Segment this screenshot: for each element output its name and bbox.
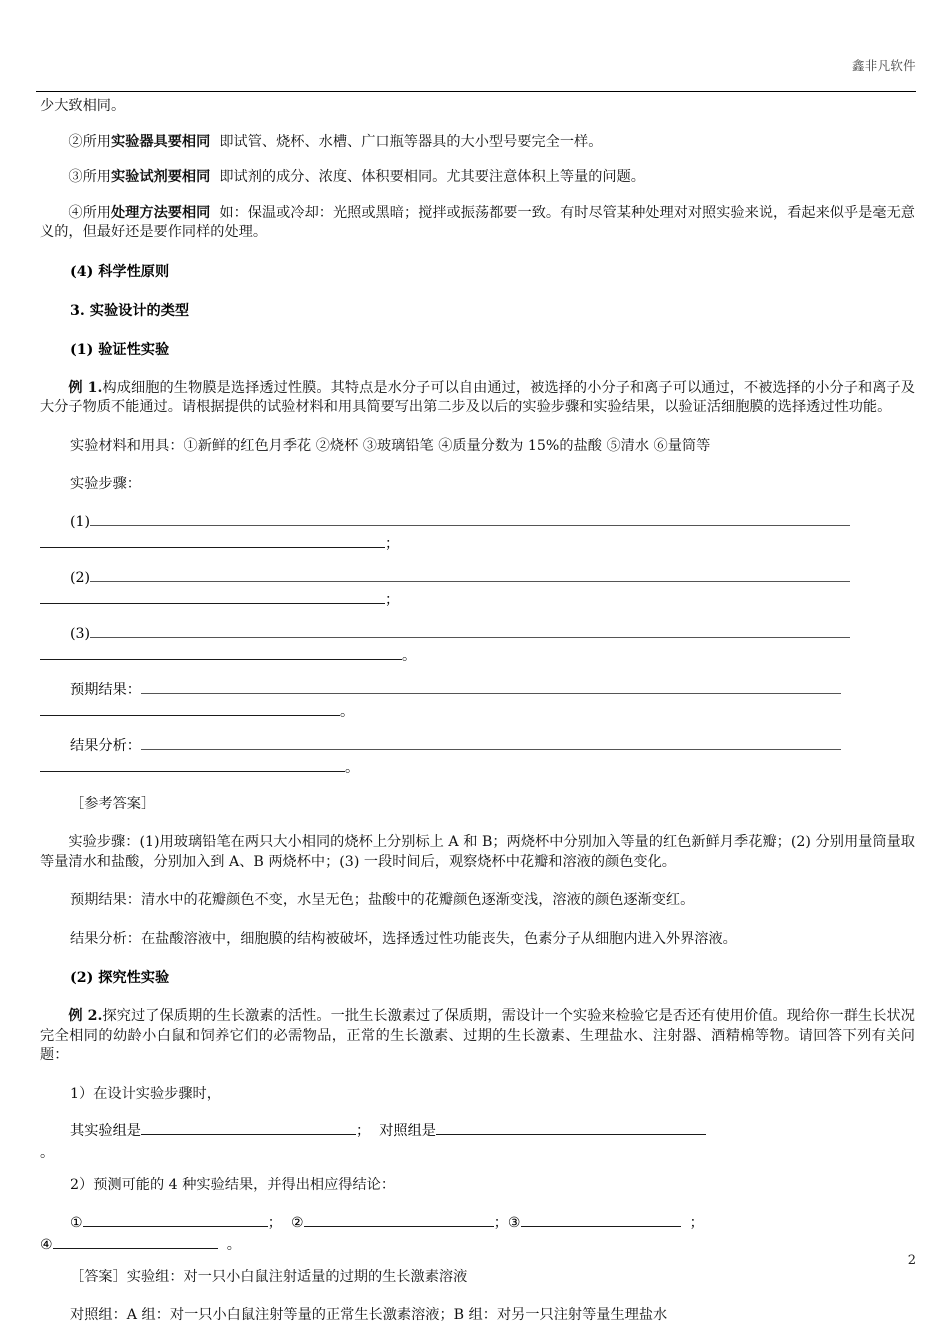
- answer-blank-3-line1[interactable]: [40, 623, 915, 645]
- principle-item-2: [40, 133, 915, 153]
- item-marker: ④: [68, 204, 83, 221]
- blank-underline[interactable]: [436, 1120, 706, 1135]
- example-2-question-1: 1）在设计实验步骤时，: [70, 1085, 221, 1102]
- expected-result-line2[interactable]: [40, 701, 915, 723]
- item-lead: 所用: [82, 169, 111, 185]
- blank-label: ③: [507, 1214, 521, 1231]
- principle-item-3: [40, 168, 915, 188]
- blank-underline[interactable]: [53, 1234, 218, 1249]
- example-2-answer-control-group: 对照组：A 组：对一只小白鼠注射等量的正常生长激素溶液；B 组：对另一只注射等量生理盐水: [70, 1307, 668, 1323]
- blank-underline[interactable]: [141, 1120, 356, 1135]
- header-title: 鑫非凡软件: [851, 58, 916, 73]
- experiment-group-label: 其实验组是: [70, 1123, 141, 1139]
- principle-item-4: [40, 204, 915, 243]
- result-analysis-label: 结果分析：: [70, 737, 141, 754]
- answer-blank-2-line1[interactable]: [40, 567, 915, 589]
- experiment-group-blank-row[interactable]: [40, 1120, 915, 1142]
- page-header: [36, 58, 916, 94]
- item-bold: 实验器具要相同: [110, 133, 211, 150]
- example-1-materials: 实验材料和用具：①新鲜的红色月季花 ②烧杯 ③玻璃铅笔 ④质量分数为 15%的盐酸 ⑤清水 ⑥量筒等: [70, 437, 711, 454]
- example-2-question-2: 2）预测可能的 4 种实验结果，并得出相应得结论：: [70, 1177, 396, 1193]
- item-bold: 实验试剂要相同: [110, 169, 211, 185]
- answer-blank-1-line2[interactable]: [40, 533, 915, 555]
- heading-principle-4: (4) 科学性原则: [70, 263, 170, 280]
- blank-terminator: 。: [40, 1145, 55, 1161]
- result-analysis-line1[interactable]: [40, 735, 915, 757]
- blank-terminator: 。: [402, 647, 417, 664]
- item-rest: 即试剂的成分、浓度、体积要相同。尤其要注意体积上等量的问题。: [219, 169, 645, 185]
- blank-underline[interactable]: [141, 735, 841, 750]
- blank-label: ①: [70, 1214, 83, 1231]
- result-analysis-line2[interactable]: [40, 757, 915, 779]
- document-body: [40, 97, 915, 1326]
- blank-terminator: ；: [385, 535, 400, 552]
- item-bold: 处理方法要相同: [110, 204, 211, 221]
- blank-label: (2): [70, 569, 91, 586]
- blank-underline[interactable]: [141, 679, 841, 694]
- blank-separator: ；: [355, 1123, 371, 1139]
- blank-underline[interactable]: [40, 701, 340, 716]
- page-number: 2: [907, 1253, 916, 1268]
- heading-design-types: 3. 实验设计的类型: [70, 302, 190, 319]
- blank-terminator: ；: [493, 1214, 508, 1231]
- item-marker: ③: [68, 169, 83, 185]
- answer-header: ［答案］: [70, 1268, 127, 1285]
- example-1-steps-label: 实验步骤：: [70, 476, 141, 492]
- blank-terminator: 。: [340, 703, 355, 720]
- blank-terminator: ；: [385, 591, 400, 608]
- blank-terminator: ；: [689, 1214, 704, 1231]
- expected-result-label: 预期结果：: [70, 681, 141, 698]
- item-marker: ②: [68, 133, 83, 150]
- example-1-paragraph: [40, 379, 915, 418]
- blank-label: ②: [290, 1214, 304, 1231]
- item-lead: 所用: [82, 133, 111, 150]
- blank-terminator: 。: [345, 759, 360, 776]
- answer-blank-3-line2[interactable]: [40, 645, 915, 667]
- item-lead: 所用: [82, 204, 111, 221]
- blank-underline[interactable]: [40, 533, 385, 548]
- blank-terminator: ；: [267, 1214, 282, 1231]
- header-rule: [36, 91, 916, 92]
- reference-answer-expected: 预期结果：清水中的花瓣颜色不变，水呈无色；盐酸中的花瓣颜色逐渐变浅，溶液的颜色逐渐变红。: [70, 892, 695, 908]
- blank-underline[interactable]: [304, 1212, 494, 1227]
- reference-answer-steps: 实验步骤：(1)用玻璃铅笔在两只大小相同的烧杯上分别标上 A 和 B；两烧杯中分别加入等量的红色新鲜月季花瓣；(2) 分别用量筒量取等量清水和盐酸，分别加入到 A、B 两烧杯中；(3) 一段时间后，观察烧杯中花瓣和溶液的颜色变化。: [40, 834, 915, 870]
- experiment-group-blank-terminator-row: [40, 1142, 915, 1164]
- reference-answer-header: ［参考答案］: [70, 795, 156, 812]
- reference-answer-analysis: 结果分析：在盐酸溶液中，细胞膜的结构被破坏，选择透过性功能丧失，色素分子从细胞内进入外界溶液。: [70, 930, 737, 947]
- blank-underline[interactable]: [90, 511, 850, 526]
- example-1-label: 例 1.: [68, 379, 103, 396]
- example-2-answer-experiment-group: [40, 1268, 915, 1288]
- blank-underline[interactable]: [521, 1212, 681, 1227]
- example-2-label: 例 2.: [68, 1008, 103, 1024]
- blank-underline[interactable]: [90, 567, 850, 582]
- blank-terminator: 。: [226, 1236, 241, 1253]
- answer-text: 实验组：对一只小白鼠注射适量的过期的生长激素溶液: [126, 1268, 468, 1285]
- example-1-text: 构成细胞的生物膜是选择透过性膜。其特点是水分子可以自由通过，被选择的小分子和离子可以通过，不被选择的小分子和离子及大分子物质不能通过。请根据提供的试验材料和用具简要写出第二步及以后的实验步骤和实验结果，以验证活细胞膜的选择透过性功能。: [40, 379, 915, 415]
- item-rest: 即试管、烧杯、水槽、广口瓶等器具的大小型号要完全一样。: [219, 133, 603, 150]
- control-group-label: 对照组是: [379, 1123, 436, 1139]
- blank-underline[interactable]: [40, 589, 385, 604]
- blank-label: (1): [70, 513, 91, 530]
- example-2-text: 探究过了保质期的生长激素的活性。一批生长激素过了保质期，需设计一个实验来检验它是否还有使用价值。现给你一群生长状况完全相同的幼龄小白鼠和饲养它们的必需物品，正常的生长激素、过期的生长激素、生理盐水、注射器、酒精棉等物。请回答下列有关问题：: [40, 1008, 915, 1063]
- prediction-blanks-row-1[interactable]: [40, 1212, 915, 1234]
- answer-blank-1-line1[interactable]: [40, 511, 915, 533]
- blank-underline[interactable]: [83, 1212, 268, 1227]
- item-rest: 如：保温或冷却：光照或黑暗；搅拌或振荡都要一致。有时尽管某种处理对对照实验来说，看起来似乎是毫无意义的，但最好还是要作同样的处理。: [40, 204, 915, 240]
- blank-label: (3): [70, 625, 91, 642]
- paragraph-continuation: 少大致相同。: [40, 98, 126, 114]
- answer-blank-2-line2[interactable]: [40, 589, 915, 611]
- blank-underline[interactable]: [40, 645, 402, 660]
- blank-label: ④: [40, 1236, 53, 1253]
- heading-verification-experiment: (1) 验证性实验: [70, 341, 170, 358]
- heading-inquiry-experiment: (2) 探究性实验: [70, 970, 170, 986]
- blank-underline[interactable]: [40, 757, 345, 772]
- blank-underline[interactable]: [90, 623, 850, 638]
- prediction-blanks-row-2[interactable]: [40, 1234, 915, 1256]
- example-2-paragraph: [40, 1007, 915, 1066]
- expected-result-line1[interactable]: [40, 679, 915, 701]
